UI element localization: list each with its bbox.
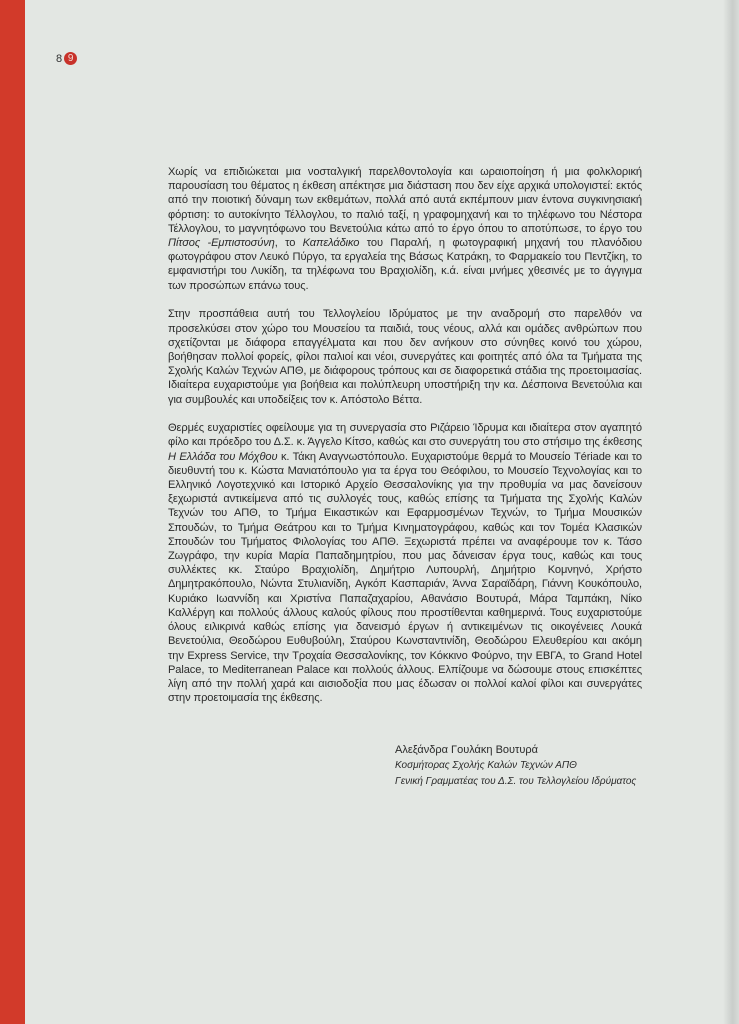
paragraph-3 — [168, 421, 642, 705]
author-role-2: Γενική Γραμματέας του Δ.Σ. του Τελλογλείου Ιδρύματος — [395, 776, 637, 787]
exhibition-title: Η Ελλάδα του Μόχθου — [168, 450, 278, 463]
artwork-title: Πίτσος -Εμπιστοσύνη — [168, 237, 275, 250]
body-text — [168, 165, 642, 720]
paragraph-1 — [168, 165, 642, 293]
red-margin-bar — [0, 0, 25, 1024]
page-binding-edge — [723, 0, 739, 1024]
page-number-left: 8 — [56, 52, 63, 65]
text-run: Θερμές ευχαριστίες οφείλουμε για τη συνεργασία στο Ριζάρειο Ίδρυμα και ιδιαίτερα στον αγαπητό φίλο και πρόεδρο του Δ.Σ. κ. Άγγελο Κίτσο, καθώς και στο συνεργάτη του στο στήσιμο της έκθεσης — [168, 422, 642, 449]
text-run: Χωρίς να επιδιώκεται μια νοσταλγική παρελθοντολογία και ωραιοποίηση ή μια φολκλορική παρουσίαση του θέματος η έκθεση απέκτησε μια διάσταση που δεν είχε αρχικά υπολογιστεί: εκτός από την ποιοτική δύναμη των εκθεμάτων, πολλά από αυτά εκπέμπουν μιαν έντονα συγκινησιακή φόρτιση: το αυτοκίνητο Τέλλογλου, το παλιό ταξί, η γραφομηχανή και το τηλέφωνο του Νέστορα Τέλλογλου, το μαγνητόφωνο του Βενετούλια κάτω από το έργο όπου το αποτύπωσε, το έργο του — [168, 166, 642, 235]
text-run: του Παραλή, η φωτογραφική μηχανή του πλανόδιου φωτογράφου στον Λευκό Πύργο, τα εργαλεία της Βάσως Κατράκη, το Φαρμακείο του Πεντζίκη, το εμφανιστήρι του Λυκίδη, τα τηλέφωνα του Βραχιολίδη, κ.ά. είναι μνήμες χθεσινές με το άγγιγμα των προσώπων επάνω τους. — [168, 237, 642, 292]
author-name: Αλεξάνδρα Γουλάκη Βουτυρά — [395, 744, 539, 756]
signature-block — [395, 742, 636, 790]
text-run: , το — [274, 237, 303, 250]
artwork-title: Καπελάδικο — [302, 237, 360, 250]
paragraph-2 — [168, 307, 642, 406]
text-run: Στην προσπάθεια αυτή του Τελλογλείου Ιδρύματος με την αναδρομή στο παρελθόν να προσελκύσει στον χώρο του Μουσείου τα παιδιά, τους νέους, αλλά και ομάδες ανθρώπων που σχετίζονται με διάφορα επαγγέλματα και που δεν ανήκουν στο σύνηθες κοινό του χώρου, βοήθησαν πολλοί φορείς, φίλοι παλιοί και νέοι, συνεργάτες και φοιτητές από όλα τα Τμήματα της Σχολής Καλών Τεχνών ΑΠΘ, με διάφορους τρόπους και σε διαφορετικά στάδια της προετοιμασίας. Ιδιαίτερα ευχαριστούμε για βοήθεια και πολύπλευρη υποστήριξη την κα. Δέσποινα Βενετούλια και για συμβουλές και υποδείξεις τον κ. Απόστολο Βέττα. — [168, 308, 642, 406]
page-number-right-badge: 9 — [64, 52, 77, 65]
text-run: κ. Τάκη Αναγνωστόπουλο. Ευχαριστούμε θερμά το Μουσείο Tériade και το διευθυντή του κ. Κώστα Μανιατόπουλο για τα έργα του Θεόφιλου, το Μουσείο Τεχνολογίας και το Ελληνικό Λογοτεχνικό και Ιστορικό Αρχείο Θεσσαλονίκης για την προθυμία να μας δανείσουν ξεχωριστά αντικείμενα από τις συλλογές τους, καθώς επίσης τα Τμήματα της Σχολής Καλών Τεχνών του ΑΠΘ, το Τμήμα Εικαστικών και Εφαρμοσμένων Τεχνών, το Τμήμα Μουσικών Σπουδών, το Τμήμα Θεάτρου και το Τμήμα Κινηματογράφου, καθώς και τον Τομέα Κλασικών Σπουδών του Τμήματος Φιλολογίας του ΑΠΘ. Ξεχωριστά πρέπει να αναφέρουμε τον κ. Τάσο Ζωγράφο, την κυρία Μαρία Παπαδημητρίου, που μας δάνεισαν έργα τους, καθώς και τους συλλέκτες κκ. Σταύρο Βραχιολίδη, Δημήτριο Λυπουρλή, Δημήτριο Κομνηνό, Χρήστο Δημητρακόπουλο, Νώντα Στυλιανίδη, Αγκόπ Κασπαριάν, Άννα Σαραϊδάρη, Γιάννη Κουκόπουλο, Κυριάκο Ιωαννίδη και Χριστίνα Παπαζαχαρίου, Αθανάσιο Βουτυρά, Μάρα Ταμπάκη, Νίκο Καλλέργη και πολλούς άλλους καλούς φίλους που προστίθενται καθημερινά. Τους ευχαριστούμε όλους ειλικρινά καθώς επίσης για δανεισμό έργων ή αντικειμένων τις οικογένειες Λουκά Βενετούλια, Θεοδώρου Ευθυβούλη, Σταύρου Κωνσταντινίδη, Θεοδώρου Ελευθερίου και ακόμη την Express Service, την Τροχαία Θεσσαλονίκης, τον Κόκκινο Φούρνο, την ΕΒΓΑ, το Grand Hotel Palace, το Mediterranean Palace και πολλούς άλλους. Ελπίζουμε να δώσουμε στους επισκέπτες λίγη από την πολλή χαρά και αισιοδοξία που μας έδωσαν οι πολλοί καλοί φίλοι και συνεργάτες στην προετοιμασία της έκθεσης. — [168, 450, 642, 705]
author-role-1: Κοσμήτορας Σχολής Καλών Τεχνών ΑΠΘ — [395, 760, 577, 771]
page-numbers — [56, 52, 77, 65]
